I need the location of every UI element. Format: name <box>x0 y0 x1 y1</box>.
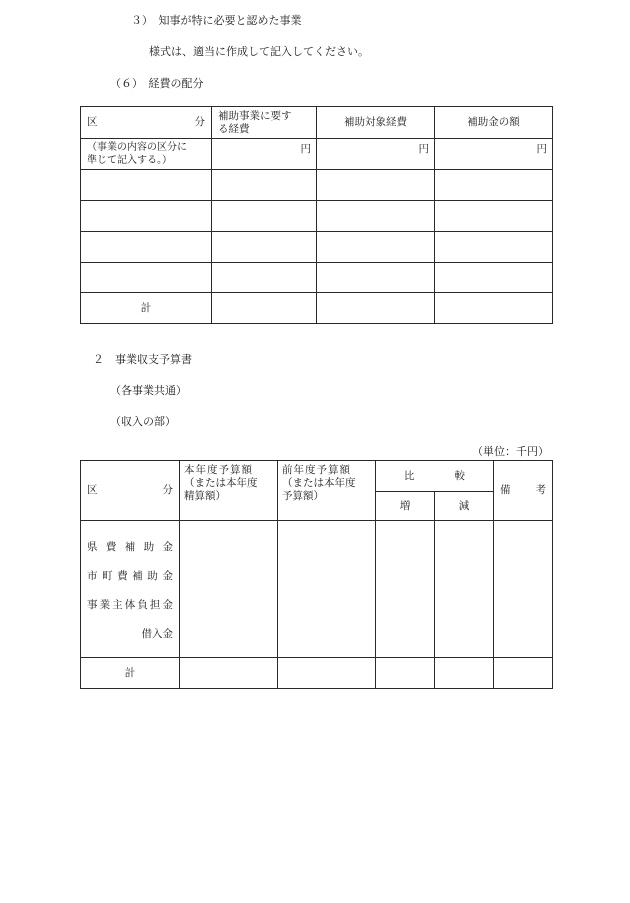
item-2-heading: ２ 事業収支予算書 <box>93 353 192 366</box>
header-kubun <box>81 107 212 139</box>
income-item-char: 体 <box>124 599 136 611</box>
header-kubun-left: 区 <box>87 484 98 496</box>
format-note: 様式は、適当に作成して記入してください。 <box>149 45 369 58</box>
header-kubun-left: 区 <box>87 116 98 128</box>
expense-allocation-table <box>80 106 553 324</box>
total-label: 計 <box>81 658 180 689</box>
header-decrease: 減 <box>435 492 494 521</box>
income-item-char: 事 <box>87 599 98 611</box>
header-kubun <box>81 461 180 521</box>
table-header-row <box>81 107 553 139</box>
income-item-loan: 借入金 <box>141 628 173 640</box>
income-item-municipal-subsidy <box>87 562 173 591</box>
header-current-budget-line2: （または本年度 <box>184 477 258 489</box>
income-item-char: 金 <box>162 541 173 553</box>
total-row <box>81 658 553 689</box>
yen-unit: 円 <box>317 139 435 170</box>
income-items-cell <box>81 521 180 658</box>
header-required-cost <box>212 107 317 139</box>
table-row <box>81 201 553 232</box>
income-item-char: 補 <box>124 541 136 553</box>
header-increase: 増 <box>376 492 435 521</box>
table-row <box>81 263 553 293</box>
row-note-cell <box>81 139 212 170</box>
income-part-heading: （収入の部） <box>110 415 176 428</box>
header-comparison <box>376 461 494 492</box>
yen-unit: 円 <box>212 139 317 170</box>
income-item-prefectural-subsidy <box>87 533 173 562</box>
income-item-char: 担 <box>149 599 161 611</box>
header-kubun-right: 分 <box>194 116 205 128</box>
income-item-char: 負 <box>137 599 148 611</box>
income-item-char: 主 <box>112 599 123 611</box>
header-previous-budget-line1: 前年度予算額 <box>282 464 351 476</box>
header-required-cost-line2: る経費 <box>218 122 250 135</box>
income-item-char: 市 <box>87 570 98 582</box>
income-item-operator-contribution <box>87 591 173 620</box>
header-remarks-right: 考 <box>535 484 546 496</box>
section-6-heading: （６） 経費の配分 <box>110 77 204 90</box>
header-previous-budget <box>278 461 376 521</box>
header-eligible-cost: 補助対象経費 <box>317 107 435 139</box>
header-required-cost-line1: 補助事業に要す <box>218 109 292 122</box>
income-item-char: 業 <box>99 599 111 611</box>
income-item-char: 町 <box>102 570 113 582</box>
header-comparison-left: 比 <box>404 469 415 482</box>
table-row <box>81 232 553 263</box>
income-item-char: 金 <box>162 570 173 582</box>
budget-table <box>80 460 553 689</box>
unit-label: （単位：千円） <box>472 445 549 458</box>
header-current-budget <box>180 461 278 521</box>
header-remarks <box>494 461 553 521</box>
header-comparison-right: 較 <box>454 469 465 482</box>
header-kubun-right: 分 <box>162 484 173 496</box>
income-item-char: 費 <box>117 570 128 582</box>
item-3-heading: ３） 知事が特に必要と認めた事業 <box>131 14 302 27</box>
income-item-char: 助 <box>143 541 155 553</box>
income-item-char: 助 <box>147 570 158 582</box>
header-current-budget-line1: 本年度予算額 <box>184 464 253 476</box>
income-item-char: 費 <box>105 541 117 553</box>
income-item-char: 金 <box>162 599 173 611</box>
income-item-char: 補 <box>132 570 143 582</box>
table-row <box>81 170 553 201</box>
row-note-line2: 準じて記入する。） <box>87 155 172 166</box>
header-current-budget-line3: 精算額） <box>184 490 226 502</box>
header-previous-budget-line2: （または本年度 <box>282 477 356 489</box>
header-previous-budget-line3: 予算額） <box>282 490 324 502</box>
header-remarks-left: 備 <box>500 484 511 496</box>
table-row <box>81 139 553 170</box>
row-note-line1: （事業の内容の区分に <box>87 142 187 153</box>
total-label: 計 <box>81 293 212 324</box>
income-item-char: 県 <box>87 541 98 553</box>
total-row <box>81 293 553 324</box>
header-subsidy-amount: 補助金の額 <box>435 107 553 139</box>
income-items-row <box>81 521 553 658</box>
common-note: （各事業共通） <box>110 384 187 397</box>
yen-unit: 円 <box>435 139 553 170</box>
table-header-row <box>81 461 553 492</box>
